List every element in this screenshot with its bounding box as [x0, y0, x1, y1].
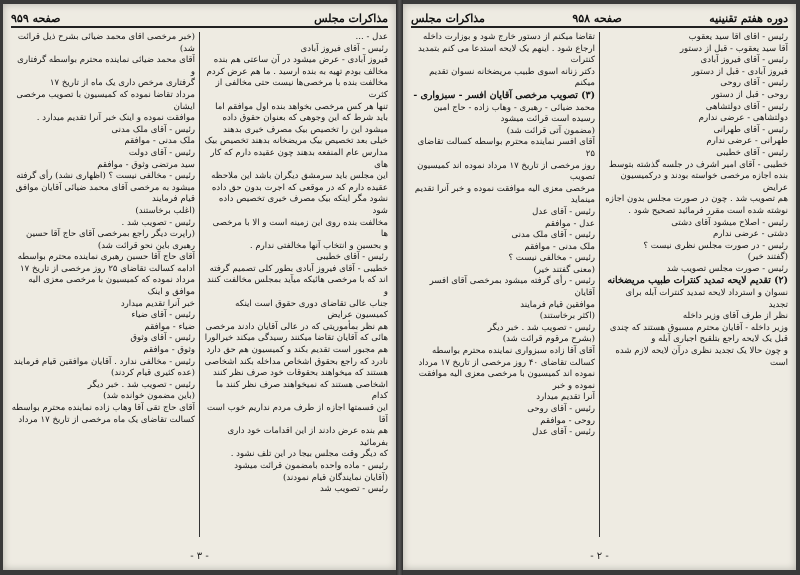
- text-line: عدل - موافقم: [545, 218, 595, 229]
- text-line: (اغلب برخاستند): [135, 205, 195, 216]
- text-line: جناب عالی تقاضای دوری حقوق است اینکه کمیسیون عرایض: [235, 298, 388, 321]
- text-line: موافقت نموده و اینک خبر آنرا تقدیم میدارد .: [36, 113, 195, 124]
- left-page-column-divider: [199, 32, 200, 537]
- text-line: خطیبی - آقای فیروز آبادی بطور کلی تصمیم گرفته: [209, 263, 388, 274]
- text-line: کسالت تقاضای ۴۰ روز مرخصی از تاریخ ۱۷ مرداد: [418, 357, 595, 368]
- text-line: فیروز آبادی - قبل از دستور: [691, 66, 788, 77]
- text-line: هستند که میخواهند بحقوقات خود صرف نظر کنند: [213, 368, 388, 379]
- left-page: [3, 4, 396, 570]
- text-line: ضیاء - موافقم: [144, 321, 195, 332]
- right-page-header-number: صفحه ۹۵۸: [572, 11, 622, 25]
- right-page-right-column: [604, 32, 788, 542]
- text-line: آقا سید یعقوب - قبل از دستور: [679, 43, 788, 54]
- text-line: و بحسین و انتخاب آنها مخالفتی ندارم .: [249, 240, 388, 251]
- text-line: (۳) تصویب مرخصی آقایان افسر - سبزواری -: [413, 89, 595, 101]
- text-line: رسیده است قرائت میشود: [500, 114, 595, 125]
- text-line: (باین مضمون خوانده شد): [103, 391, 195, 402]
- left-page-right-column: [204, 32, 388, 542]
- text-line: نموده اند کمیسیون با مرخصی معزی الیه موافقت نموده و خبر: [418, 369, 595, 391]
- text-line: مخالفت بنده با مرخصی‌ها نیست حتی مخالفی از کثرت: [215, 78, 388, 100]
- text-line: مدارس عام المنفعه بدهند چون عقیده دارم که کار های: [210, 147, 388, 170]
- text-line: که دیگر وقت مجلس بیجا در این تلف نشود .: [230, 449, 388, 460]
- text-line: رئیس - در صورت مجلس نظری نیست ؟: [643, 240, 788, 251]
- text-line: سید مرتضی وثوق - موافقم: [97, 159, 195, 170]
- text-line: رئیس - مخالفی ندارد . آقایان موافقین قیام فرمایند: [13, 356, 195, 367]
- text-line: رئیس - آقای ضیاء: [131, 310, 195, 321]
- text-line: نظر از طرف آقای وزیر داخله: [682, 311, 788, 322]
- text-line: رئیس - تصویب شد .: [121, 217, 195, 228]
- text-line: آقای افسر نماینده محترم بواسطه کسالت تقاضای ۲۵: [417, 137, 595, 159]
- text-line: ارجاع شود . اینهم یک لایحه استدعا می کنم بتمدید کنترات: [418, 43, 595, 66]
- text-line: رئیس - مخالفی نیست ؟: [508, 253, 595, 264]
- text-line: (خبر مرخصی آقای محمد ضیائی بشرح ذیل قرائت شد): [17, 32, 195, 54]
- text-line: رئیس - آقای عدل: [532, 427, 595, 438]
- text-line: بنده اجازه مرخصی خواسته بودند و درکمیسیون عرایض: [620, 171, 788, 193]
- text-line: وثوق - موافقم: [143, 345, 195, 356]
- text-line: عدل - ...: [355, 32, 388, 42]
- text-line: مخالف بودم تهیه به بنده ارسید . ما هم عرض کردم: [206, 66, 388, 77]
- text-line: رئیس - صورت مجلس تصویب شد: [666, 263, 788, 274]
- text-line: موافقین قیام فرمایند: [520, 299, 595, 310]
- text-line: گرفتاری مرخص داری یک ماه از تاریخ ۱۷: [49, 78, 195, 89]
- text-line: نوشته شده است مقرر فرمائید تصحیح شود .: [628, 205, 788, 216]
- text-line: آنرا تقدیم میدارد: [536, 392, 595, 403]
- text-line: مرداد تقاضا نموده که کمیسیون با تصویب مرخصی ایشان: [16, 89, 195, 112]
- text-line: محمد ضیائی - رهبری - وهاب زاده - حاج امین: [433, 102, 595, 113]
- text-line: رئیس - رأی گرفته میشود بمرخصی آقای افسر آقایان: [429, 276, 595, 299]
- text-line: کسالت تقاضای یک ماه مرخصی از تاریخ ۱۷ مرداد: [18, 414, 195, 425]
- text-line: هم مجبور است تقدیم بکند و کمیسیون هم حق دارد: [206, 345, 388, 356]
- right-page-left-column: [411, 32, 595, 542]
- text-line: این قسمتها اجازه از طرف مردم نداریم خوب است آقا: [206, 403, 388, 425]
- text-line: اشخاصی هستند که نمیخواهند صرف نظر کنند ما کدام: [215, 379, 388, 402]
- text-line: رئیس - تصویب شد . خبر دیگر: [87, 379, 195, 390]
- right-page-header-rule: [411, 26, 788, 28]
- text-line: روحی - موافقم: [540, 415, 595, 426]
- left-page-header-number: صفحه ۹۵۹: [11, 11, 61, 25]
- text-line: رئیس - آقای دولت: [128, 147, 195, 158]
- text-line: روز مرخصی از تاریخ ۱۷ مرداد نموده اند کمیسیون تصویب: [417, 160, 595, 183]
- text-line: رئیس - اصلاح میشود آقای دشتی: [671, 217, 788, 228]
- text-line: آقای حاج آقا حسین رهبری نماینده محترم بواسطه: [17, 252, 195, 263]
- text-line: مرخصی معزی الیه موافقت نموده و خبر آنرا تقدیم مینماید: [414, 183, 595, 206]
- text-line: رئیس - آقای فیروز آبادی: [300, 43, 388, 54]
- right-page-header-title: مذاکرات مجلس: [411, 11, 485, 25]
- text-line: میشود به مرخصی آقای محمد ضیائی آقایان موافق قیام فرمایند: [15, 182, 195, 205]
- text-line: رئیس - ماده واحده بامضمون قرائت میشود: [234, 460, 388, 471]
- text-line: هم تصویب شد . چون در صورت مجلس بدون اجازه: [605, 194, 788, 205]
- text-line: هائی که آقایان تقاضا میکنند رسیدگی میکند خیرالورا: [204, 333, 388, 344]
- text-line: دشتی - عرضی ندارم: [713, 229, 788, 240]
- text-line: ملک مدنی - موافقم: [524, 241, 595, 252]
- text-line: و چون حالا یک تجدید نظری درآن لایحه لازم شده است: [615, 346, 788, 368]
- text-line: اند که با مرخصی هائیکه میآید بمجلس مخالفت کنند و: [206, 275, 388, 298]
- text-line: (بشرح مرقوم قرائت شد): [502, 334, 595, 345]
- text-line: فیروز آبادی - عرض میشود در آن ساعتی هم بنده: [213, 55, 388, 66]
- text-line: ملک مدنی - موافقم: [124, 136, 195, 147]
- left-page-header-title: مذاکرات مجلس: [314, 11, 388, 25]
- text-line: رئیس - آقای خطیبی: [316, 252, 388, 263]
- text-line: دکتر زنانه اسوی طبیب مریضخانه نسوان تقدیم میکنم: [429, 66, 595, 89]
- text-line: رئیس - آقای ملک مدنی: [111, 124, 195, 135]
- text-line: رهبری باین نحو قرائت شد): [97, 240, 195, 251]
- text-line: رئیس - آقای دولتشاهی: [705, 101, 788, 112]
- text-line: رئیس - آقای فیروز آبادی: [700, 55, 788, 66]
- text-line: (آقایان نمایندگان قیام نمودند): [282, 472, 388, 483]
- text-line: خیلی بعد تخصیص بیک مریضخانه بدهند تخصیص بیک: [204, 136, 388, 147]
- text-line: رئیس - تصویب شد: [319, 484, 388, 495]
- text-line: رئیس - تصویب شد . خبر دیگر: [487, 322, 595, 333]
- text-line: خطیبی - آقای امیر اشرف در جلسه گذشته بتوسط: [608, 159, 788, 170]
- text-line: مرداد نموده که کمیسیون با مرخصی معزی الیه موافق و اینک: [28, 275, 195, 298]
- text-line: آقای محمد ضیائی نماینده محترم بواسطه گرفتاری و: [17, 55, 195, 77]
- text-line: رئیس - آقای خطیبی: [716, 147, 788, 158]
- text-line: روحی - قبل از دستور: [711, 89, 788, 100]
- text-line: ادامه کسالت تقاضای ۲۵ روز مرخصی از تاریخ ۱۷: [20, 263, 195, 274]
- text-line: رئیس - آقای روحی: [527, 404, 595, 414]
- text-line: طهرانی - عرضی ندارم: [706, 136, 788, 147]
- text-line: خبر آنرا تقدیم میدارد: [120, 298, 195, 309]
- left-page-left-column: [11, 32, 195, 542]
- text-line: تنها هر کس مرخصی بخواهد بنده اول موافقم اما: [215, 101, 388, 112]
- text-line: نسوان و استرداد لایحه تمدید کنترات آبله برای تجدید: [625, 288, 788, 310]
- text-line: (راپرت دیگر راجع بمرخصی آقای حاج آقا حسین: [26, 229, 195, 240]
- left-page-number: - ۳ -: [190, 551, 209, 562]
- text-line: تقاضا میکنم از دستور خارج شود و بوزارت داخله: [423, 32, 595, 42]
- right-page-column-divider: [599, 32, 600, 537]
- right-page: [403, 4, 796, 570]
- text-line: (مضمون آتی قرائت شد): [506, 125, 595, 136]
- text-line: (معنی گفتند خیر): [533, 264, 595, 275]
- text-line: رئیس - آقای طهرانی: [713, 124, 788, 135]
- text-line: (عده کثیری قیام کردند): [111, 368, 195, 379]
- text-line: هم نظر بمأموریتی که در عالی آقایان دادند مرخصی: [205, 321, 388, 332]
- text-line: آقای آقا زاده سبزواری نماینده محترم بواسطه: [431, 346, 595, 357]
- text-line: مخالفت بنده روی این زمینه است و الا با مرخصی ها: [212, 217, 388, 240]
- text-line: آقای حاج تقی آقا وهاب زاده نماینده محترم بواسطه: [11, 403, 195, 413]
- text-line: (گفتند خیر): [747, 252, 788, 263]
- text-line: هم بنده عرض دادند از این اقدامات خود داری بفرمائید: [227, 426, 388, 448]
- text-line: رئیس - آقای وثوق: [130, 333, 195, 344]
- right-page-number: - ۲ -: [590, 551, 609, 562]
- text-line: میشود این را تخصیص بیک مصرف خیری بدهند: [223, 124, 388, 135]
- book-gutter: [396, 0, 403, 575]
- text-line: رئیس - آقای عدل: [532, 206, 595, 217]
- text-line: عقیده دارم که در موقعی که اجرت بدون حق داده: [211, 182, 388, 193]
- text-line: نشود مگر اینکه بیک مصرف خیری تخصیص داده شود: [218, 194, 388, 216]
- text-line: نادرد که راجع بحقوق اشخاص مداخله بکند اشخاصی: [204, 356, 388, 367]
- text-line: رئیس - آقای آقا سید یعقوب: [688, 32, 788, 42]
- text-line: قبل یک لایحه راجع بتلقیح اجباری آبله و: [651, 334, 788, 345]
- text-line: رئیس - آقای ملک مدنی: [511, 230, 595, 241]
- text-line: (۲) تقدیم لایحه تمدید کنترات طبیب مریضخانه: [607, 275, 788, 287]
- text-line: دولتشاهی - عرضی ندارم: [698, 113, 788, 124]
- left-page-header: [11, 10, 388, 26]
- text-line: رئیس - مخالفی نیست ؟ (اظهاری نشد) رأی گرفته: [16, 171, 195, 182]
- right-page-header: [411, 10, 788, 26]
- right-page-header-session: دوره هفتم تقنینیه: [709, 11, 788, 25]
- text-line: رئیس - آقای روحی: [720, 78, 788, 89]
- left-page-header-rule: [11, 26, 388, 28]
- text-line: (اکثر برخاستند): [539, 311, 595, 322]
- text-line: باید شرط که این وجوهی که بعنوان حقوق داده: [222, 113, 388, 124]
- text-line: وزیر داخله - آقایان محترم مسبوق هستند که چندی: [609, 322, 788, 333]
- text-line: این مجلس باید سرمشق دیگران باشد این ملاحظه: [211, 171, 388, 182]
